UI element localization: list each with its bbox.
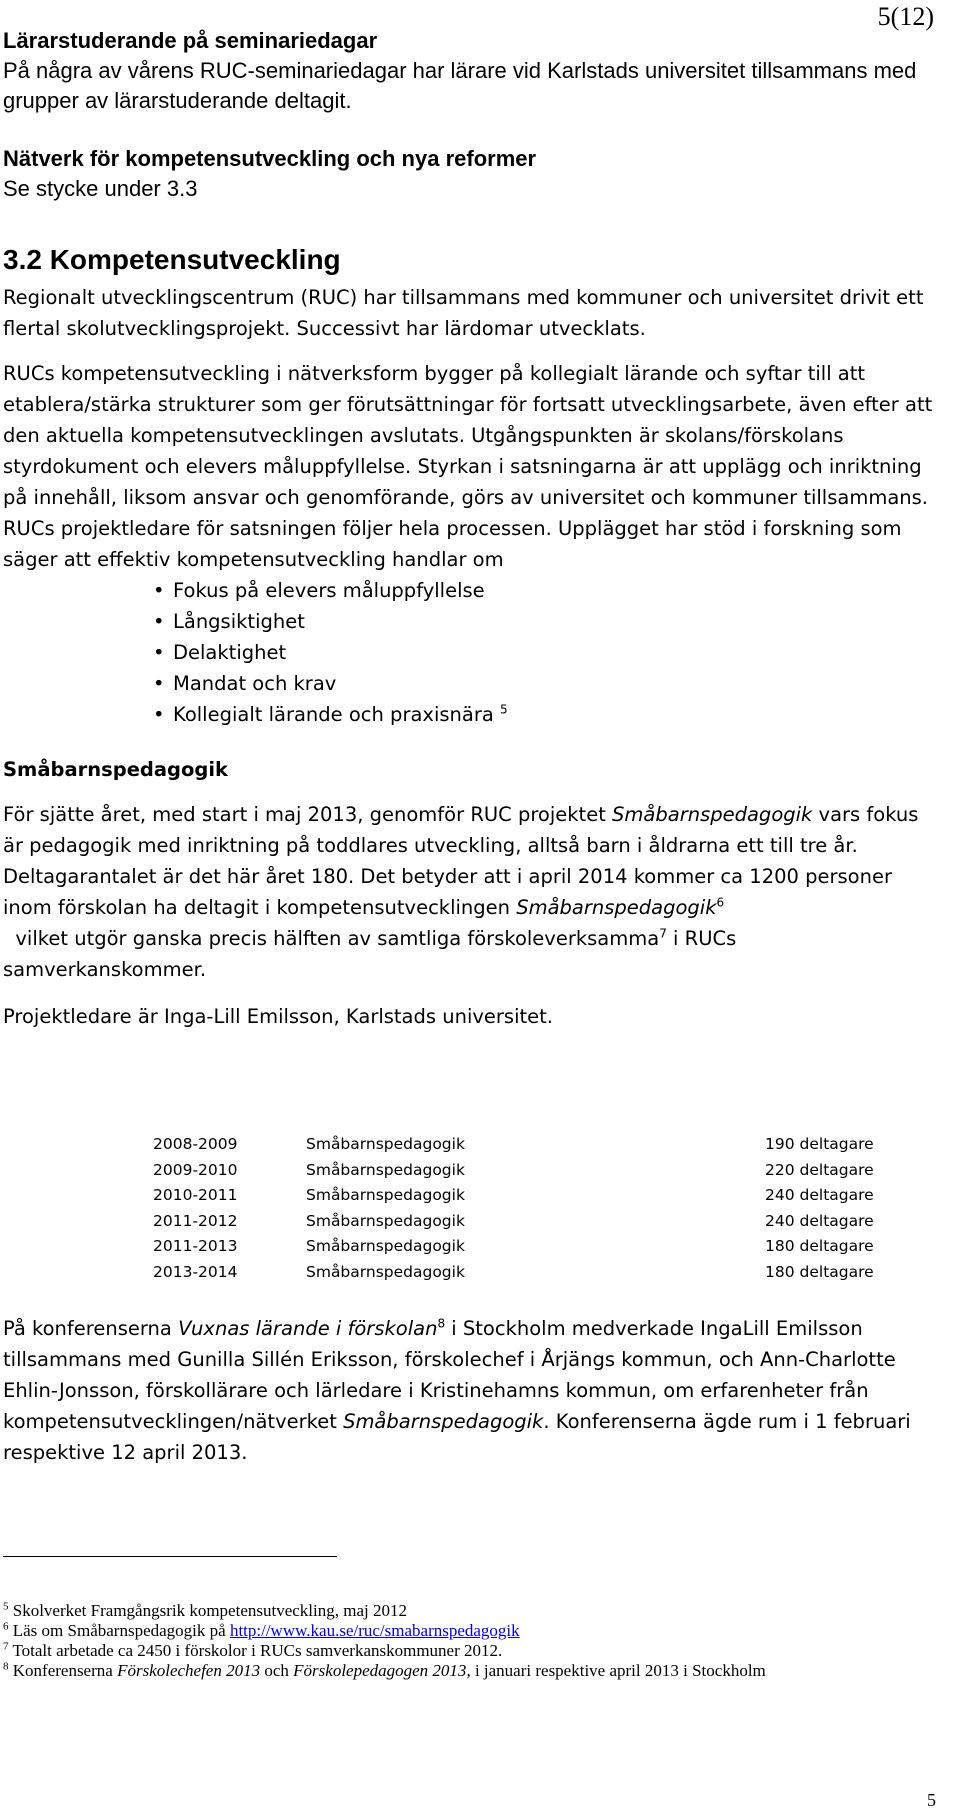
table-cell-project: Småbarnspedagogik [306,1211,465,1230]
italic-conference-name: Vuxnas lärande i förskolan [178,1317,438,1340]
italic-project-name: Småbarnspedagogik [343,1410,544,1433]
bullet-list [3,575,933,730]
table-cell-participants: 240 deltagare [765,1186,874,1204]
table-cell-period: 2013-2014 [153,1262,238,1281]
list-item: • Delaktighet [153,637,933,668]
table-cell-participants: 180 deltagare [765,1262,874,1281]
footnote-ref-5[interactable]: 5 [500,702,508,717]
heading-natverk: Nätverk för kompetensutveckling och nya reformer [3,146,537,171]
footnote-ref-8[interactable]: 8 [437,1316,446,1331]
paragraph-projektledare: Projektledare är Inga-Lill Emilsson, Karlstads universitet. [3,1005,553,1028]
heading-smabarnspedagogik: Småbarnspedagogik [3,758,229,781]
paragraph-ruc-intro: Regionalt utvecklingscentrum (RUC) har tillsammans med kommuner och universitet drivit ett flertal skolutvecklingsprojekt. Successivt har lärdomar utvecklats. [3,286,924,340]
footnote-ref-7[interactable]: 7 [659,926,667,941]
table-cell-period: 2008-2009 [153,1135,238,1153]
main-content [3,26,933,1032]
table-cell-project: Småbarnspedagogik [306,1186,465,1204]
footnote-link[interactable]: http://www.kau.se/ruc/smabarnspedagogik [229,1621,520,1640]
table-cell-participants: 180 deltagare [765,1237,874,1255]
table-cell-project: Småbarnspedagogik [306,1160,465,1179]
table-cell-period: 2011-2012 [153,1211,238,1230]
table-cell-project: Småbarnspedagogik [306,1237,465,1255]
heading-seminariedagar: Lärarstuderande på seminariedagar [3,28,378,53]
list-item-text: Kollegialt lärande och praxisnära [173,703,494,726]
list-item: • Fokus på elevers måluppfyllelse [153,575,933,606]
italic-project-name: Småbarnspedagogik [516,896,717,919]
table-cell-period: 2009-2010 [153,1160,238,1179]
table-cell-participants: 190 deltagare [765,1135,874,1153]
list-item-with-footnote [153,699,933,730]
footnote-7: $^7$ Totalt arbetade ca 2450 i förskolor i RUCs samverkanskommuner 2012. [3,1640,503,1660]
italic-project-name: Småbarnspedagogik [612,803,813,826]
paragraph-ruc-kompetens: RUCs kompetensutveckling i nätverksform bygger på kollegialt lärande och syftar till att etablera/stärka strukturer som ger förutsättningar för fortsatt utvecklingsarbete, även efter att den aktuella kompetensutvecklingen avslutats. Utgångspunkten är skolans/förskolans styrdokument och elevers måluppfyllelse. Styrkan i satsningarna är att upplägg och inriktning på innehåll, liksom ansvar och genomförande, görs av universitet och kommuner tillsammans. RUCs projektledare för satsningen följer hela processen. Upplägget har stöd i forskning som säger att effektiv kompetensutveckling handlar om [3,362,933,571]
table-cell-period: 2011-2013 [153,1237,238,1255]
paragraph-smabarn-intro: För sjätte året, med start i maj 2013, genomför RUC projektet Småbarnspedagogik vars fokus är pedagogik med inriktning på toddlares utveckling, alltså barn i åldrarna ett till tre år. Deltagarantalet är det här året 180. Det betyder att i april 2014 kommer ca 1200 personer inom förskolan ha deltagit i kompetensutvecklingen Småbarnspedagogik$^6$ vilket utgör ganska precis hälften av samtliga förskoleverksamma$^7$ i RUCs samverkanskommer. [3,803,919,981]
table-cell-project: Småbarnspedagogik [306,1135,465,1153]
footnote-ref-6[interactable]: 6 [716,895,725,910]
list-item: • Långsiktighet [153,606,933,637]
paragraph-natverk: Se stycke under 3.3 [3,176,198,201]
footnote-5: $^5$ Skolverket Framgångsrik kompetensutveckling, maj 2012 [3,1600,407,1620]
table-cell-participants: 240 deltagare [765,1211,874,1230]
page-number: 5 [927,1790,936,1810]
section-heading-kompetensutveckling: 3.2 Kompetensutveckling [3,244,341,275]
table-cell-participants: 220 deltagare [765,1160,874,1179]
page-counter: 5(12) [877,2,934,31]
footnote-6: $^6$ Läs om Småbarnspedagogik på http://www.kau.se/ruc/smabarnspedagogik [3,1620,520,1640]
paragraph-seminariedagar: På några av vårens RUC-seminariedagar har lärare vid Karlstads universitet tillsammans med grupper av lärarstuderande deltagit. [3,58,917,113]
list-item: • Mandat och krav [153,668,933,699]
footnote-8: $^8$ Konferenserna Förskolechefen 2013 och Förskolepedagogen 2013, i januari respektive april 2013 i Stockholm [3,1660,766,1680]
table-cell-project: Småbarnspedagogik [306,1262,465,1281]
table-cell-period: 2010-2011 [153,1186,238,1204]
paragraph-konferenser: På konferenserna Vuxnas lärande i förskolan$^8$ i Stockholm medverkade IngaLill Emilsson tillsammans med Gunilla Sillén Eriksson, förskolechef i Årjängs kommun, och Ann-Charlotte Ehlin-Jonsson, förskollärare och lärledare i Kristinehamns kommun, om erfarenheter från kompetensutvecklingen/nätverket Småbarnspedagogik. Konferenserna ägde rum i 1 februari respektive 12 april 2013. [3,1316,911,1464]
footnotes [3,1601,903,1681]
footnote-divider [3,1556,337,1557]
